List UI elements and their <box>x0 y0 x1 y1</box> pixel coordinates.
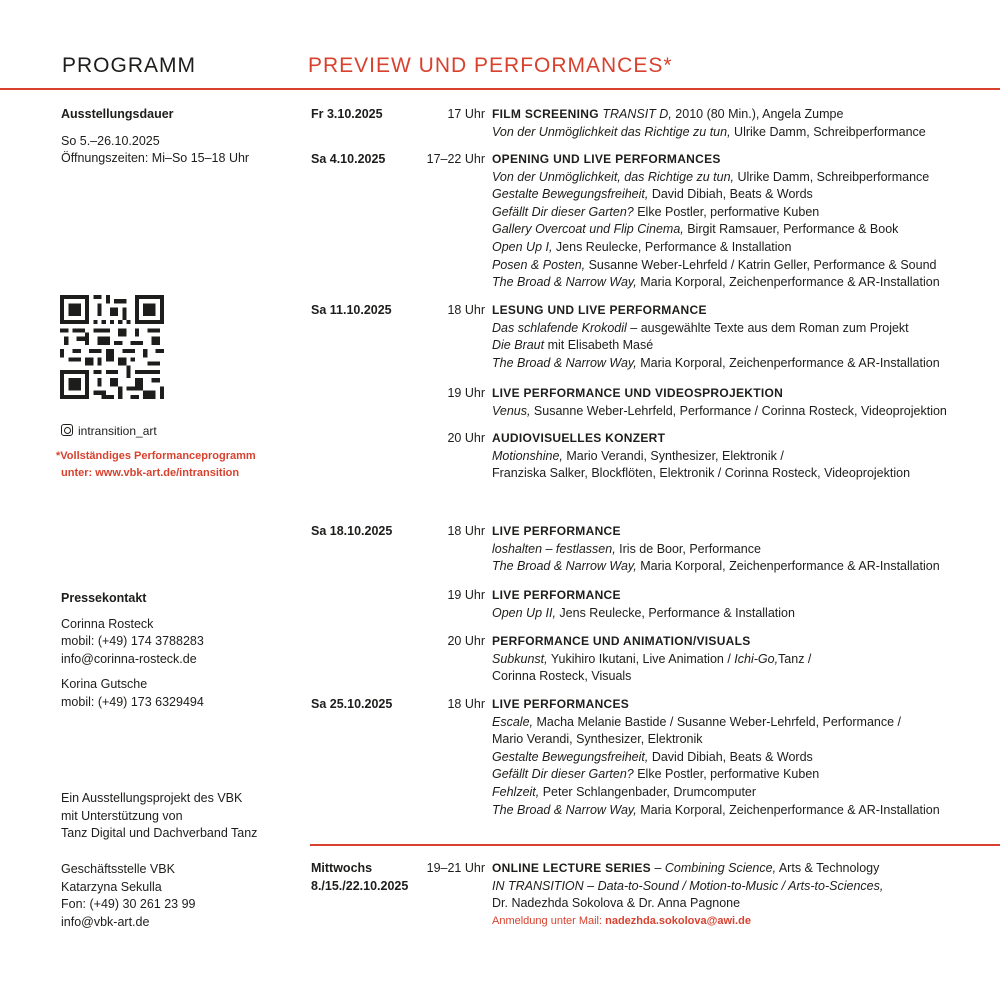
time-d1: 17 Uhr <box>447 107 485 121</box>
time-d4-1: 18 Uhr <box>447 524 485 538</box>
event-title: Motionshine, <box>492 448 563 463</box>
event-detail: – ausgewählte Texte aus dem Roman zum Projekt <box>626 320 909 335</box>
event-head: PERFORMANCE UND ANIMATION/VISUALS <box>492 634 751 648</box>
event-d3-2 <box>492 385 992 420</box>
event-detail: David Dibiah, Beats & Words <box>648 187 813 202</box>
full-program-note <box>56 448 256 482</box>
event-head: ONLINE LECTURE SERIES <box>492 861 651 875</box>
event-detail: Dr. Nadezhda Sokolova & Dr. Anna Pagnone <box>492 896 741 911</box>
program-url-link[interactable]: www.vbk-art.de/intransition <box>95 467 240 479</box>
office-line2: Katarzyna Sekulla <box>61 879 162 894</box>
event-title: Subkunst, <box>492 651 548 666</box>
event-detail: Mario Verandi, Synthesizer, Elektronik / <box>562 448 784 463</box>
event-head: LIVE PERFORMANCES <box>492 697 630 711</box>
press-label: Pressekontakt <box>61 591 147 605</box>
instagram-handle[interactable] <box>61 424 157 438</box>
event-d5 <box>492 696 992 819</box>
event-title: Venus, <box>492 403 531 418</box>
event-head: OPENING UND LIVE PERFORMANCES <box>492 152 721 166</box>
date-d6-label: Mittwochs <box>311 861 373 875</box>
event-d1 <box>492 106 992 141</box>
event-detail: Susanne Weber-Lehrfeld, Performance / Corinna Rosteck, Videoprojektion <box>530 403 947 418</box>
time-d6: 19–21 Uhr <box>426 861 485 875</box>
event-d4-2 <box>492 587 992 622</box>
registration-prefix: Anmeldung unter Mail: <box>492 914 606 927</box>
date-d6 <box>311 860 408 895</box>
event-d6 <box>492 860 992 930</box>
event-title: The Broad & Narrow Way, <box>492 559 637 574</box>
time-d3-1: 18 Uhr <box>447 303 485 317</box>
event-detail: Maria Korporal, Zeichenperformance & AR-Installation <box>636 802 940 817</box>
event-detail: Iris de Boor, Performance <box>615 541 761 556</box>
event-title: Fehlzeit, <box>492 784 540 799</box>
event-title: The Broad & Narrow Way, <box>492 275 637 290</box>
event-detail: Macha Melanie Bastide / Susanne Weber-Lehrfeld, Performance / <box>533 714 902 729</box>
event-head: AUDIOVISUELLES KONZERT <box>492 431 666 445</box>
date-d6-dates: 8./15./22.10.2025 <box>311 878 409 893</box>
opening-hours: Öffnungszeiten: Mi–So 15–18 Uhr <box>61 151 250 166</box>
event-head: FILM SCREENING <box>492 107 599 121</box>
event-title: Open Up II, <box>492 605 556 620</box>
event-head: LIVE PERFORMANCE <box>492 524 621 538</box>
exhibition-duration <box>61 106 301 168</box>
event-title: Das schlafende Krokodil <box>492 320 627 335</box>
time-d4-3: 20 Uhr <box>447 634 485 648</box>
event-head: LESUNG UND LIVE PERFORMANCE <box>492 303 707 317</box>
event-detail: Maria Korporal, Zeichenperformance & AR-Installation <box>636 559 940 574</box>
event-title: Ichi-Go, <box>734 651 779 666</box>
press-contact <box>61 590 204 712</box>
event-title: Open Up I, <box>492 239 553 254</box>
event-detail: mit Elisabeth Masé <box>544 338 654 353</box>
instagram-label: intransition_art <box>78 424 157 438</box>
date-d1: Fr 3.10.2025 <box>311 107 383 121</box>
program-title: PROGRAMM <box>62 54 196 77</box>
section-divider <box>310 844 1000 846</box>
press-email1[interactable]: info@corinna-rosteck.de <box>61 651 197 666</box>
event-detail: Maria Korporal, Zeichenperformance & AR-Installation <box>636 355 940 370</box>
event-title: TRANSIT D, <box>602 107 672 121</box>
event-title: IN TRANSITION – Data-to-Sound / Motion-to-Music / Arts-to-Sciences, <box>492 878 884 893</box>
office-phone: Fon: (+49) 30 261 23 99 <box>61 897 196 912</box>
event-detail: – <box>650 861 665 875</box>
event-head: LIVE PERFORMANCE UND VIDEOSPROJEKTION <box>492 386 784 400</box>
time-d4-2: 19 Uhr <box>447 588 485 602</box>
event-detail: Tanz / <box>778 651 812 666</box>
event-d2 <box>492 151 992 292</box>
event-head: LIVE PERFORMANCE <box>492 588 621 602</box>
event-d3-3 <box>492 430 992 483</box>
event-title: Die Braut <box>492 338 545 353</box>
note-line1: *Vollständiges Performanceprogramm <box>56 450 256 462</box>
event-title: Gefällt Dir dieser Garten? <box>492 204 634 219</box>
office-line1: Geschäftsstelle VBK <box>61 862 175 876</box>
event-detail: Mario Verandi, Synthesizer, Elektronik <box>492 732 703 747</box>
duration-label: Ausstellungsdauer <box>61 107 174 121</box>
project-line2: mit Unterstützung von <box>61 808 183 823</box>
event-detail: Yukihiro Ikutani, Live Animation / <box>547 651 735 666</box>
preview-performances-title: PREVIEW UND PERFORMANCES* <box>308 54 673 77</box>
header-divider <box>0 88 1000 90</box>
event-title: loshalten – festlassen, <box>492 541 616 556</box>
press-mobile1: mobil: (+49) 174 3788283 <box>61 634 204 649</box>
event-detail: Elke Postler, performative Kuben <box>633 767 820 782</box>
event-detail: Franziska Salker, Blockflöten, Elektronik / Corinna Rosteck, Videoprojektion <box>492 466 911 481</box>
event-d4-3 <box>492 633 992 686</box>
event-detail: Ulrike Damm, Schreibperformance <box>734 169 930 184</box>
instagram-icon <box>61 424 73 436</box>
time-d3-2: 19 Uhr <box>447 386 485 400</box>
press-name1: Corinna Rosteck <box>61 616 154 631</box>
event-detail: Peter Schlangenbader, Drumcomputer <box>539 784 757 799</box>
event-detail: Arts & Technology <box>776 861 880 875</box>
registration-email-link[interactable]: nadezhda.sokolova@awi.de <box>605 914 751 927</box>
note-prefix: unter: <box>61 467 96 479</box>
event-detail: Maria Korporal, Zeichenperformance & AR-Installation <box>636 275 940 290</box>
event-d3-1 <box>492 302 992 372</box>
qr-code[interactable] <box>60 295 164 399</box>
time-d3-3: 20 Uhr <box>447 431 485 445</box>
event-title: Escale, <box>492 714 533 729</box>
event-title: Von der Unmöglichkeit, das Richtige zu tun, <box>492 169 735 184</box>
press-name2: Korina Gutsche <box>61 677 148 692</box>
time-d5: 18 Uhr <box>447 697 485 711</box>
date-d5: Sa 25.10.2025 <box>311 697 393 711</box>
event-detail: Elke Postler, performative Kuben <box>633 204 820 219</box>
event-title: Gefällt Dir dieser Garten? <box>492 767 634 782</box>
project-line1: Ein Ausstellungsprojekt des VBK <box>61 791 243 805</box>
event-title: The Broad & Narrow Way, <box>492 802 637 817</box>
event-detail: Birgit Ramsauer, Performance & Book <box>683 222 899 237</box>
event-detail: Corinna Rosteck, Visuals <box>492 669 632 684</box>
office-contact <box>61 861 195 931</box>
date-d3: Sa 11.10.2025 <box>311 303 392 317</box>
project-credit <box>61 790 257 843</box>
date-d4: Sa 18.10.2025 <box>311 524 393 538</box>
time-d2: 17–22 Uhr <box>426 152 485 166</box>
event-title: The Broad & Narrow Way, <box>492 355 637 370</box>
office-email[interactable]: info@vbk-art.de <box>61 914 150 929</box>
event-detail: 2010 (80 Min.), Angela Zumpe <box>671 107 844 121</box>
event-detail: David Dibiah, Beats & Words <box>648 749 813 764</box>
event-title: Gallery Overcoat und Flip Cinema, <box>492 222 684 237</box>
event-d4-1 <box>492 523 992 576</box>
project-line3: Tanz Digital und Dachverband Tanz <box>61 826 258 841</box>
event-detail: Jens Reulecke, Performance & Installation <box>555 605 795 620</box>
event-detail: Ulrike Damm, Schreibperformance <box>730 124 926 139</box>
duration-dates: So 5.–26.10.2025 <box>61 133 160 148</box>
event-title: Von der Unmöglichkeit das Richtige zu tun, <box>492 124 731 139</box>
event-detail: Susanne Weber-Lehrfeld / Katrin Geller, Performance & Sound <box>585 257 937 272</box>
event-title: Combining Science, <box>664 861 777 875</box>
press-mobile2: mobil: (+49) 173 6329494 <box>61 694 204 709</box>
event-title: Gestalte Bewegungsfreiheit, <box>492 187 649 202</box>
event-title: Posen & Posten, <box>492 257 586 272</box>
date-d2: Sa 4.10.2025 <box>311 152 386 166</box>
event-detail: Jens Reulecke, Performance & Installation <box>552 239 792 254</box>
event-title: Gestalte Bewegungsfreiheit, <box>492 749 649 764</box>
